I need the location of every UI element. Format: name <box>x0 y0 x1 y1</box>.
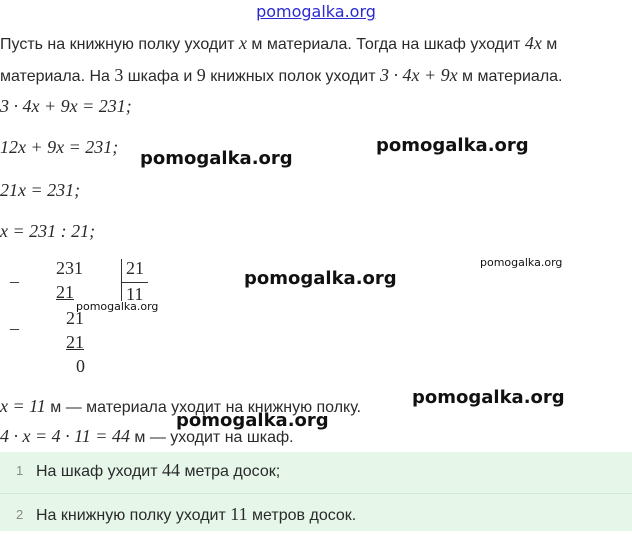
minus-sign: – <box>10 318 19 338</box>
answer-divider <box>0 493 632 494</box>
watermark: pomogalka.org <box>244 268 397 289</box>
math-number: 3 <box>114 65 124 85</box>
answer-text-part: метров досок. <box>247 507 357 524</box>
equation-3: 21x = 231; <box>0 180 81 200</box>
answer-text-part: На шкаф уходит <box>36 463 163 480</box>
intro-text: Пусть на книжную полку уходит <box>0 36 239 53</box>
watermark: pomogalka.org <box>376 135 529 156</box>
division-vertical-line <box>121 259 122 301</box>
intro-text: м материала. <box>457 68 563 85</box>
answer-value: 11 <box>230 504 248 524</box>
division-horizontal-line <box>122 282 148 283</box>
answer-number: 2 <box>16 507 24 522</box>
site-link[interactable]: pomogalka.org <box>256 2 376 21</box>
answer-row <box>0 496 632 534</box>
watermark: pomogalka.org <box>76 300 159 313</box>
intro-text: шкафа и <box>123 68 197 85</box>
quotient: 11 <box>126 284 144 304</box>
watermark: pomogalka.org <box>412 387 565 408</box>
equation-4: x = 231 : 21; <box>0 221 96 241</box>
answer-box <box>0 452 632 531</box>
equation-1: 3 · 4x + 9x = 231; <box>0 96 132 116</box>
math-number: 9 <box>196 65 206 85</box>
intro-text: м материала. Тогда на шкаф уходит <box>246 36 525 53</box>
conclusion-text: м — уходит на шкаф. <box>129 429 294 446</box>
intro-text: м <box>541 36 558 53</box>
intro-text: материала. На <box>0 68 115 85</box>
math-expression: 4x <box>524 33 542 53</box>
math-variable: x <box>238 33 247 53</box>
answer-text-part: метра досок; <box>180 463 281 480</box>
remainder-1: 21 <box>66 308 84 328</box>
answer-text <box>36 460 280 481</box>
math-expression: 3 · 4x + 9x <box>379 65 458 85</box>
conclusion-text: м — материала уходит на книжную полку. <box>45 399 362 416</box>
equation-2: 12x + 9x = 231; <box>0 137 119 157</box>
subtrahend-1: 21 <box>56 282 74 302</box>
watermark: pomogalka.org <box>176 410 329 431</box>
answer-text <box>36 504 356 525</box>
math-expression: x = 11 <box>0 396 46 416</box>
divisor: 21 <box>126 258 144 278</box>
watermark: pomogalka.org <box>140 148 293 169</box>
watermark: pomogalka.org <box>480 256 563 269</box>
answer-value: 44 <box>162 460 181 480</box>
math-expression: 4 · x = 4 · 11 = 44 <box>0 426 130 446</box>
remainder-2: 0 <box>76 356 85 376</box>
subtrahend-2: 21 <box>66 332 84 352</box>
intro-line-1 <box>0 33 557 55</box>
answer-number: 1 <box>16 463 24 478</box>
answer-text-part: На книжную полку уходит <box>36 507 231 524</box>
dividend: 231 <box>56 258 83 278</box>
minus-sign: – <box>10 271 19 291</box>
intro-line-2 <box>0 65 563 87</box>
answer-row <box>0 452 632 490</box>
intro-text: книжных полок уходит <box>205 68 380 85</box>
